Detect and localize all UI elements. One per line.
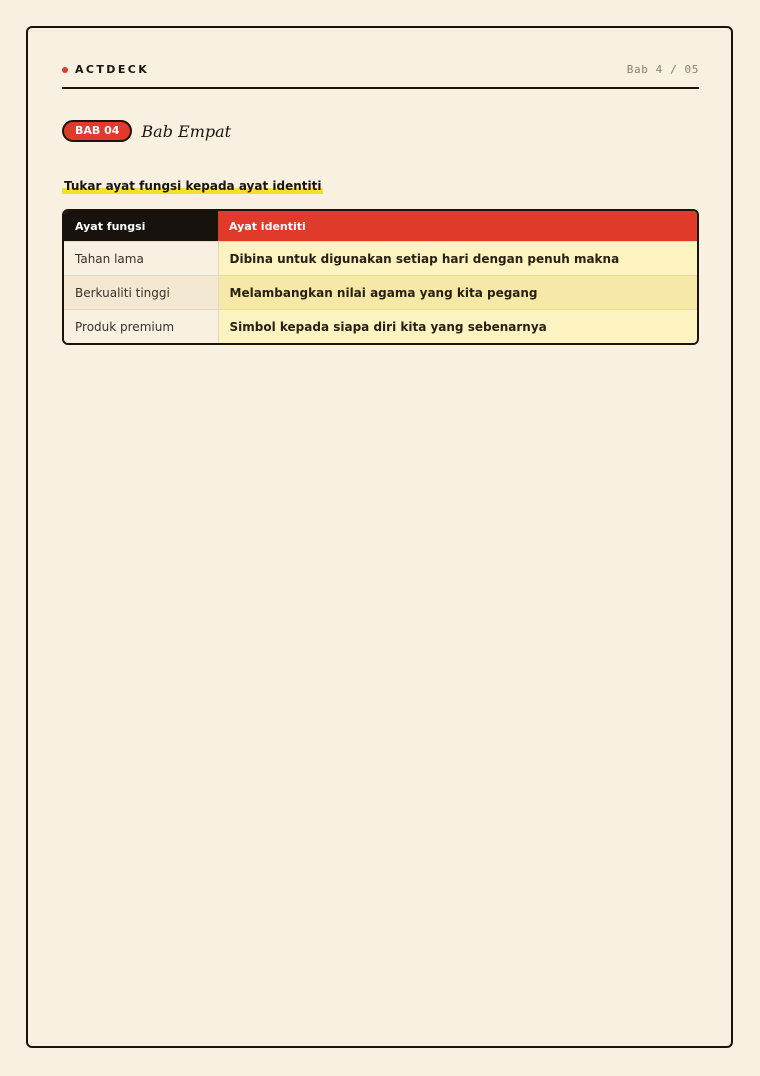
page-indicator: Bab 4 / 05 — [626, 63, 699, 76]
table-header-row — [64, 211, 697, 242]
table-row — [64, 310, 697, 344]
table-row — [64, 242, 697, 276]
column-header-function: Ayat fungsi — [64, 211, 218, 242]
chapter-row — [62, 120, 231, 142]
table-cell-function: Berkualiti tinggi — [64, 276, 218, 310]
table-cell-function: Tahan lama — [64, 242, 218, 276]
table-cell-identity: Simbol kepada siapa diri kita yang sebenarnya — [218, 310, 697, 344]
column-header-identity: Ayat identiti — [218, 211, 697, 242]
brand-name: ACTDECK — [75, 63, 150, 76]
page-header — [62, 61, 699, 89]
chapter-badge: BAB 04 — [62, 120, 132, 142]
table-row — [64, 276, 697, 310]
brand-dot-icon — [62, 67, 68, 73]
table — [64, 211, 697, 343]
brand — [62, 63, 149, 76]
chapter-title: Bab Empat — [141, 121, 232, 141]
comparison-table — [62, 209, 699, 345]
table-cell-function: Produk premium — [64, 310, 218, 344]
table-cell-identity: Melambangkan nilai agama yang kita pegang — [218, 276, 697, 310]
page-card — [26, 26, 733, 1048]
section-heading: Tukar ayat fungsi kepada ayat identiti — [64, 179, 322, 193]
table-cell-identity: Dibina untuk digunakan setiap hari dengan penuh makna — [218, 242, 697, 276]
